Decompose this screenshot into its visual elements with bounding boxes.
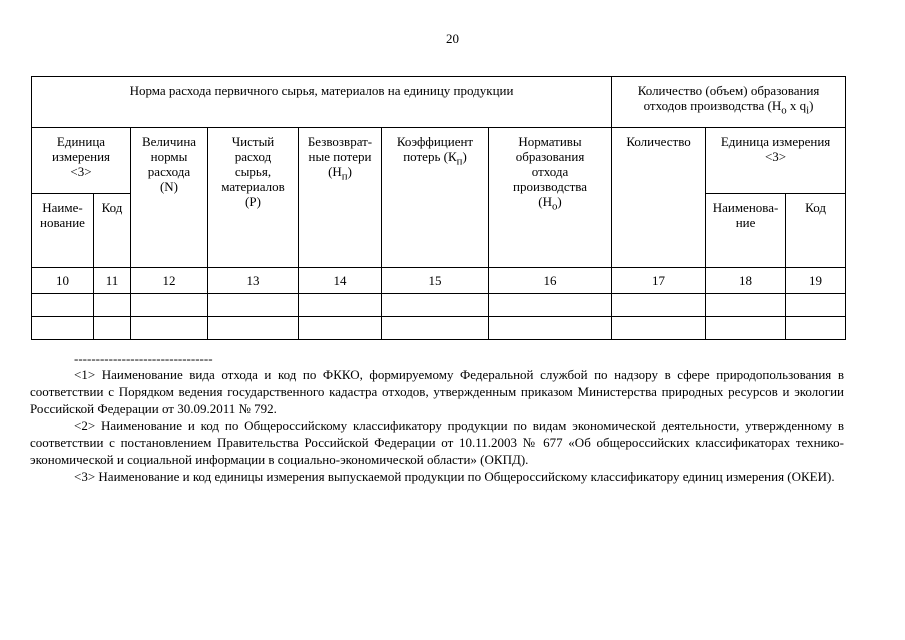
empty-cell <box>382 294 489 317</box>
column-number: 16 <box>489 268 612 294</box>
header-unit: Единица измерения <3> <box>32 128 131 194</box>
page-number: 20 <box>446 31 459 46</box>
empty-cell <box>706 294 786 317</box>
empty-cell <box>131 317 208 340</box>
empty-cell <box>32 294 94 317</box>
empty-cell <box>489 294 612 317</box>
empty-cell <box>131 294 208 317</box>
column-number: 15 <box>382 268 489 294</box>
empty-cell <box>489 317 612 340</box>
column-number: 13 <box>208 268 299 294</box>
header-waste-norms: Нормативы образования отхода производства $(Н_о)$ <box>489 128 612 268</box>
empty-cell <box>786 294 846 317</box>
empty-cell <box>299 294 382 317</box>
header-norm-group: Норма расхода первичного сырья, материалов на единицу продукции <box>32 77 612 128</box>
norms-table <box>31 76 846 340</box>
column-number: 18 <box>706 268 786 294</box>
header-unit2-name: Наименова- ние <box>706 194 786 268</box>
empty-cell <box>208 317 299 340</box>
empty-cell <box>612 294 706 317</box>
empty-cell <box>299 317 382 340</box>
empty-cell <box>706 317 786 340</box>
header-net-consumption: Чистый расход сырья, материалов (P) <box>208 128 299 268</box>
header-irrecoverable-losses: Безвозврат- ные потери $(Н_п)$ <box>299 128 382 268</box>
empty-cell <box>32 317 94 340</box>
header-norm-value: Величина нормы расхода (N) <box>131 128 208 268</box>
header-quantity-group: Количество (объем) образования отходов производства ($Н_о$ x $q_i$) <box>612 77 846 128</box>
column-number: 14 <box>299 268 382 294</box>
column-number: 10 <box>32 268 94 294</box>
table-row <box>32 294 846 317</box>
column-number: 12 <box>131 268 208 294</box>
column-number: 17 <box>612 268 706 294</box>
footnote-3: <3> Наименование и код единицы измерения выпускаемой продукции по Общероссийскому классификатору единиц измерения (ОКЕИ). <box>74 469 835 484</box>
empty-cell <box>786 317 846 340</box>
empty-cell <box>612 317 706 340</box>
table-row <box>32 317 846 340</box>
footnote-separator: -------------------------------- <box>74 351 213 366</box>
column-number: 11 <box>94 268 131 294</box>
header-unit-name: Наиме- нование <box>32 194 94 268</box>
header-unit-code: Код <box>94 194 131 268</box>
header-loss-coefficient: Коэффициент потерь $(К_п)$ <box>382 128 489 268</box>
empty-cell <box>382 317 489 340</box>
header-quantity: Количество <box>612 128 706 268</box>
header-unit2-code: Код <box>786 194 846 268</box>
empty-cell <box>94 294 131 317</box>
empty-cell <box>208 294 299 317</box>
footnote-1: <1> Наименование вида отхода и код по ФККО, формируемому Федеральной службой по надзору в сфере природопользования в соответствии с Порядком ведения государственного кадастра отходов, утвержденным приказом Министерства природных ресурсов и экологии Российской Федерации от 30.09.2011 № 792. <box>30 367 844 416</box>
footnote-2: <2> Наименование и код по Общероссийскому классификатору продукции по видам экономической деятельности, утвержденному в соответствии с постановлением Правительства Российской Федерации от 10.11.2003 № 677 «Об общероссийских классификаторах технико-экономической и социальной информации в социально-экономической области» (ОКПД). <box>30 418 844 467</box>
header-unit-2: Единица измерения <3> <box>706 128 846 194</box>
column-number: 19 <box>786 268 846 294</box>
empty-cell <box>94 317 131 340</box>
footnotes <box>30 351 844 485</box>
